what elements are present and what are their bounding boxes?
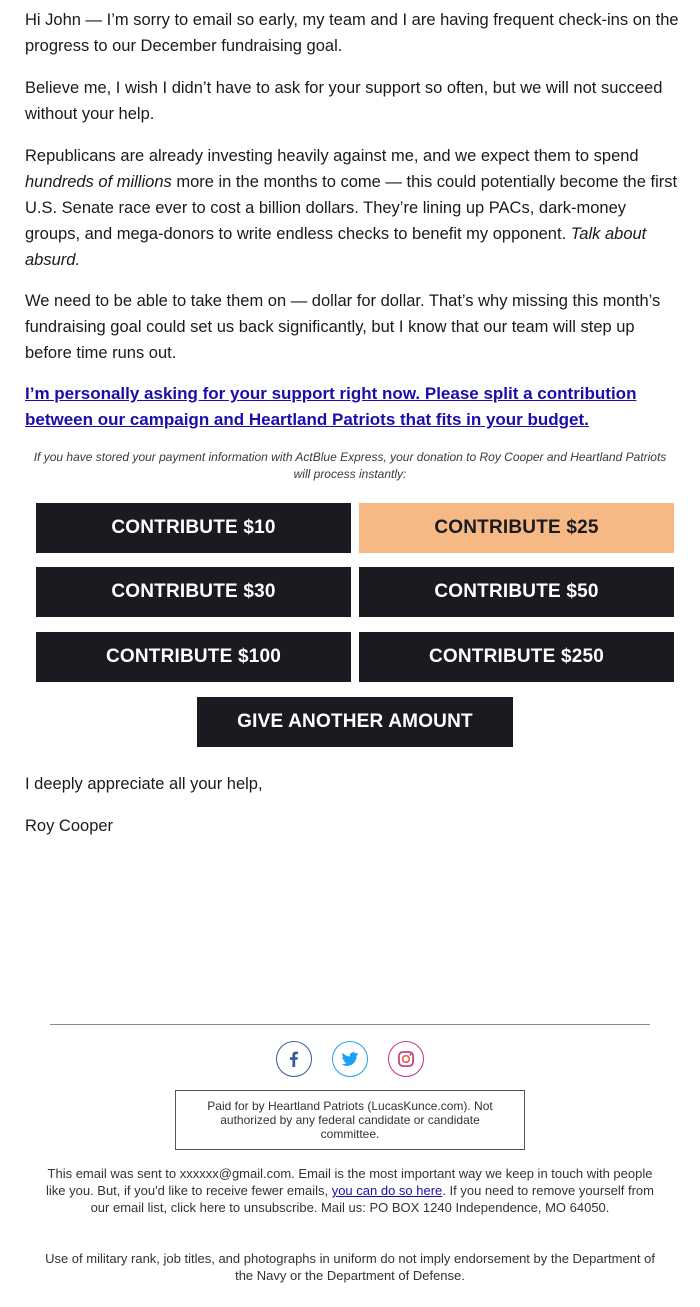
paid-for-text: Paid for by Heartland Patriots (LucasKunce.com). Not authorized by any federal candidate or candidate committee. bbox=[207, 1099, 493, 1141]
contribute-50-button[interactable]: CONTRIBUTE $50 bbox=[359, 567, 674, 617]
email-notice bbox=[45, 1165, 655, 1216]
cta-link[interactable]: I’m personally asking for your support right now. Please split a contribution between our campaign and Heartland Patriots that fits in your budget. bbox=[25, 384, 637, 429]
signature bbox=[25, 813, 680, 839]
paragraph-3 bbox=[25, 143, 680, 273]
paragraph-segment: Republicans are already investing heavily against me, and we expect them to spend bbox=[25, 147, 639, 165]
emphasis-text: hundreds of millions bbox=[25, 173, 172, 191]
signature-text: Roy Cooper bbox=[25, 817, 114, 835]
emphasis-text: Talk about absurd. bbox=[25, 225, 647, 269]
instagram-glyph bbox=[396, 1049, 416, 1069]
contribute-25-button[interactable]: CONTRIBUTE $25 bbox=[359, 503, 674, 553]
paragraph-4 bbox=[25, 288, 680, 366]
facebook-glyph bbox=[284, 1049, 304, 1069]
twitter-icon[interactable] bbox=[332, 1041, 368, 1077]
military-disclaimer: Use of military rank, job titles, and photographs in uniform do not imply endorsement by the Department of the Navy or the Department of Defense. bbox=[45, 1251, 655, 1283]
greeting-paragraph bbox=[25, 7, 680, 59]
closing-line bbox=[25, 771, 680, 797]
give-another-amount-button[interactable]: GIVE ANOTHER AMOUNT bbox=[197, 697, 513, 747]
paragraph-text bbox=[25, 143, 680, 273]
contribute-100-button[interactable]: CONTRIBUTE $100 bbox=[36, 632, 351, 682]
facebook-icon[interactable] bbox=[276, 1041, 312, 1077]
contribute-10-button[interactable]: CONTRIBUTE $10 bbox=[36, 503, 351, 553]
closing-text: I deeply appreciate all your help, bbox=[25, 775, 263, 793]
contribute-250-button[interactable]: CONTRIBUTE $250 bbox=[359, 632, 674, 682]
cta-paragraph bbox=[25, 381, 675, 433]
notice-text: . If you need to remove yourself from our email list, click here to unsubscribe. Mail us: PO BOX 1240 Independence, MO 64050. bbox=[90, 1183, 654, 1215]
contribute-30-button[interactable]: CONTRIBUTE $30 bbox=[36, 567, 351, 617]
actblue-express-note: If you have stored your payment information with ActBlue Express, your donation to Roy Cooper and Heartland Patriots will process instantly: bbox=[33, 450, 667, 481]
paragraph-text: Hi John — I’m sorry to email so early, my team and I are having frequent check-ins on the progress to our December fundraising goal. bbox=[25, 11, 679, 55]
twitter-glyph bbox=[340, 1049, 360, 1069]
footer-divider bbox=[50, 1024, 650, 1025]
paragraph-text: We need to be able to take them on — dollar for dollar. That’s why missing this month’s fundraising goal could set us back significantly, but I know that our team will step up before time runs out. bbox=[25, 292, 661, 362]
notice-text: This email was sent to xxxxxx@gmail.com. Email is the most important way we keep in touch with people like you. But, if you'd like to receive fewer emails, bbox=[45, 1166, 653, 1198]
paid-for-disclaimer-box bbox=[175, 1090, 525, 1150]
paragraph-segment: more in the months to come — this could potentially become the first U.S. Senate race ever to cost a billion dollars. They’re lining up PACs, dark-money groups, and mega-donors to write endless checks to benefit my opponent. bbox=[25, 173, 678, 243]
paragraph-text: Believe me, I wish I didn’t have to ask for your support so often, but we will not succeed without your help. bbox=[25, 79, 663, 123]
instagram-icon[interactable] bbox=[388, 1041, 424, 1077]
fewer-emails-link[interactable]: you can do so here bbox=[331, 1183, 443, 1198]
paragraph-2 bbox=[25, 75, 680, 127]
